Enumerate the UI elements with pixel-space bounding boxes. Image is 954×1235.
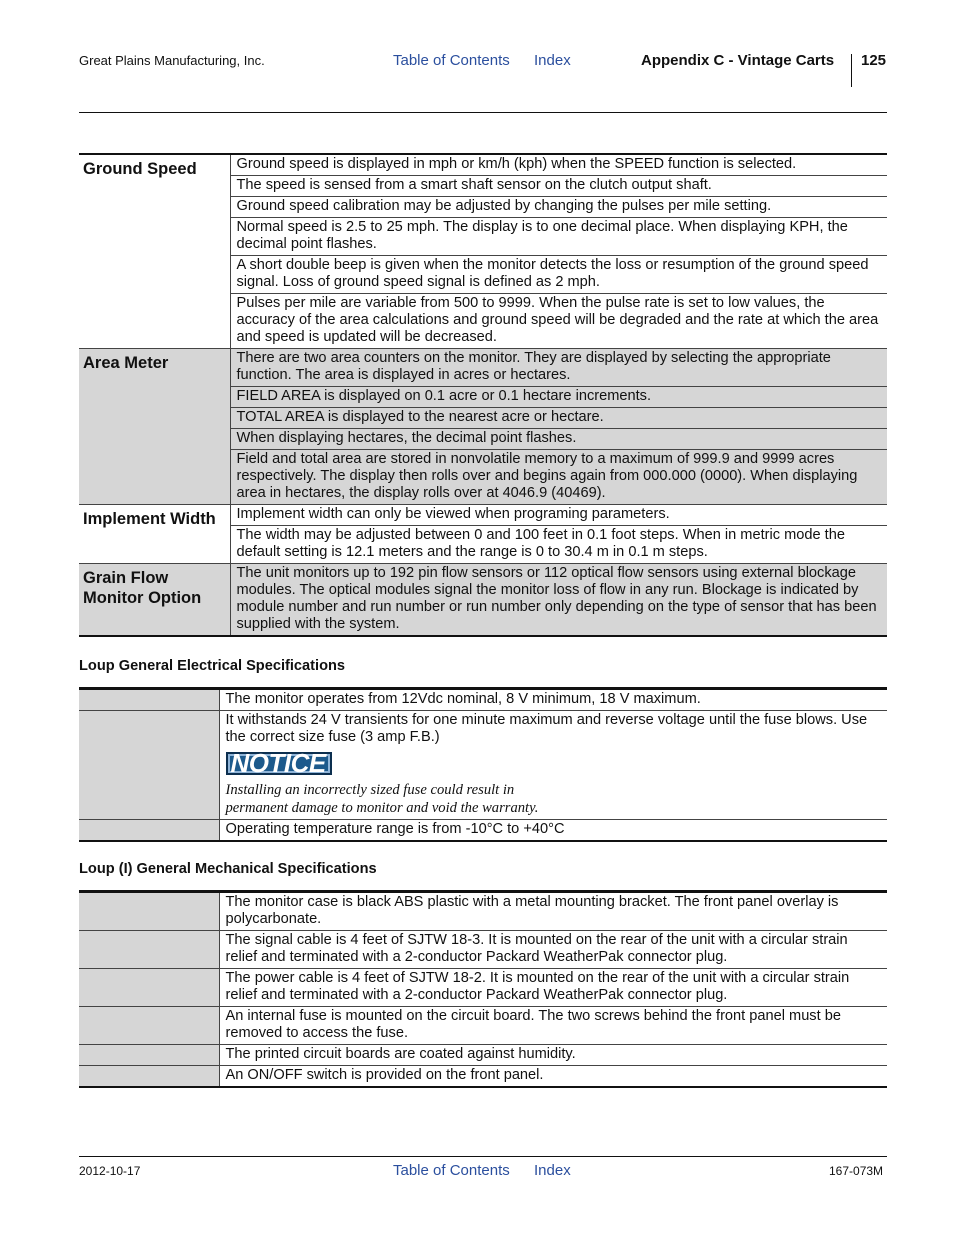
electrical-specs-table <box>79 687 887 842</box>
table-label-cell <box>79 892 219 931</box>
row-label-area-meter: Area Meter <box>79 349 230 505</box>
header-index-link[interactable]: Index <box>534 52 571 69</box>
notice-line-2: permanent damage to monitor and void the warranty. <box>225 800 539 816</box>
table-cell: Ground speed is displayed in mph or km/h (kph) when the SPEED function is selected. <box>230 154 887 176</box>
table-row <box>79 1045 887 1066</box>
table-row <box>79 154 887 176</box>
table-row <box>79 1007 887 1045</box>
table-cell: The width may be adjusted between 0 and 100 feet in 0.1 foot steps. When in metric mode the default setting is 12.1 meters and the range is 0 to 30.4 m in 0.1 m steps. <box>230 526 887 564</box>
table-row <box>79 820 887 842</box>
fuse-text: It withstands 24 V transients for one minute maximum and reverse voltage until the fuse blows. Use the correct size fuse (3 amp F.B.) <box>225 712 868 745</box>
footer-date: 2012-10-17 <box>79 1164 141 1178</box>
header-toc-link[interactable]: Table of Contents <box>393 52 510 69</box>
table-label-cell <box>79 1045 219 1066</box>
table-cell <box>219 711 887 820</box>
table-row <box>79 349 887 387</box>
table-cell: Field and total area are stored in nonvolatile memory to a maximum of 999.9 and 9999 acres respectively. The display then rolls over and begins again from 000.000 (0000). When displaying area in hectares, the display rolls over at 4046.9 (40469). <box>230 450 887 505</box>
appendix-title: Appendix C - Vintage Carts <box>641 52 835 69</box>
page-number: 125 <box>861 52 887 69</box>
table-label-cell <box>79 1007 219 1045</box>
table-cell: FIELD AREA is displayed on 0.1 acre or 0.1 hectare increments. <box>230 387 887 408</box>
notice-badge: NOTICE <box>226 752 332 775</box>
table-cell: The unit monitors up to 192 pin flow sensors or 112 optical flow sensors using external blockage modules. The optical modules signal the monitor loss of flow in any run. Blockage is indicated by module number and run number or run number only depending on the type of sensor that has been supplied with the system. <box>230 564 887 637</box>
table-row <box>79 1066 887 1088</box>
table-label-cell <box>79 931 219 969</box>
table-row <box>79 969 887 1007</box>
table-cell: TOTAL AREA is displayed to the nearest acre or hectare. <box>230 408 887 429</box>
table-cell: There are two area counters on the monitor. They are displayed by selecting the appropriate function. The area is displayed in acres or hectares. <box>230 349 887 387</box>
header-separator <box>851 54 852 87</box>
table-cell: An ON/OFF switch is provided on the front panel. <box>219 1066 887 1088</box>
table-row <box>79 711 887 820</box>
specs-table <box>79 153 887 637</box>
company-name: Great Plains Manufacturing, Inc. <box>79 53 265 68</box>
table-row <box>79 892 887 931</box>
table-label-cell <box>79 711 219 820</box>
table-cell: The speed is sensed from a smart shaft sensor on the clutch output shaft. <box>230 176 887 197</box>
mechanical-section-title: Loup (I) General Mechanical Specifications <box>79 861 377 877</box>
footer-rule <box>79 1156 887 1157</box>
footer-toc-link[interactable]: Table of Contents <box>393 1162 510 1179</box>
electrical-section-title: Loup General Electrical Specifications <box>79 658 346 674</box>
footer-doc-number: 167-073M <box>829 1164 884 1178</box>
table-cell: Implement width can only be viewed when programing parameters. <box>230 505 887 526</box>
mechanical-specs-table <box>79 890 887 1088</box>
table-cell: Operating temperature range is from -10°C to +40°C <box>219 820 887 842</box>
table-cell: A short double beep is given when the monitor detects the loss or resumption of the ground speed signal. Loss of ground speed signal is defined as 2 mph. <box>230 256 887 294</box>
table-cell: The power cable is 4 feet of SJTW 18-2. It is mounted on the rear of the unit with a circular strain relief and terminated with a 2-conductor Packard WeatherPak connector plug. <box>219 969 887 1007</box>
table-cell: When displaying hectares, the decimal point flashes. <box>230 429 887 450</box>
table-cell: Ground speed calibration may be adjusted by changing the pulses per mile setting. <box>230 197 887 218</box>
table-cell: The monitor operates from 12Vdc nominal, 8 V minimum, 18 V maximum. <box>219 689 887 711</box>
table-label-cell <box>79 820 219 842</box>
table-cell: The printed circuit boards are coated against humidity. <box>219 1045 887 1066</box>
table-label-cell <box>79 689 219 711</box>
table-cell: Pulses per mile are variable from 500 to 9999. When the pulse rate is set to low values, the accuracy of the area calculations and ground speed will be degraded and the rate at which the area and speed is updated will be decreased. <box>230 294 887 349</box>
row-label-ground-speed: Ground Speed <box>79 154 230 349</box>
header-rule <box>79 112 887 113</box>
table-row <box>79 931 887 969</box>
table-row <box>79 505 887 526</box>
row-label-implement-width: Implement Width <box>79 505 230 564</box>
notice-line-1: Installing an incorrectly sized fuse could result in <box>225 782 515 798</box>
table-cell: The signal cable is 4 feet of SJTW 18-3. It is mounted on the rear of the unit with a circular strain relief and terminated with a 2-conductor Packard WeatherPak connector plug. <box>219 931 887 969</box>
table-cell: The monitor case is black ABS plastic with a metal mounting bracket. The front panel overlay is polycarbonate. <box>219 892 887 931</box>
footer-index-link[interactable]: Index <box>534 1162 571 1179</box>
table-label-cell <box>79 969 219 1007</box>
table-row <box>79 689 887 711</box>
table-row <box>79 564 887 637</box>
row-label-grain-flow: Grain Flow Monitor Option <box>79 564 230 637</box>
table-cell: An internal fuse is mounted on the circuit board. The two screws behind the front panel must be removed to access the fuse. <box>219 1007 887 1045</box>
table-cell: Normal speed is 2.5 to 25 mph. The display is to one decimal place. When displaying KPH, the decimal point flashes. <box>230 218 887 256</box>
table-label-cell <box>79 1066 219 1088</box>
